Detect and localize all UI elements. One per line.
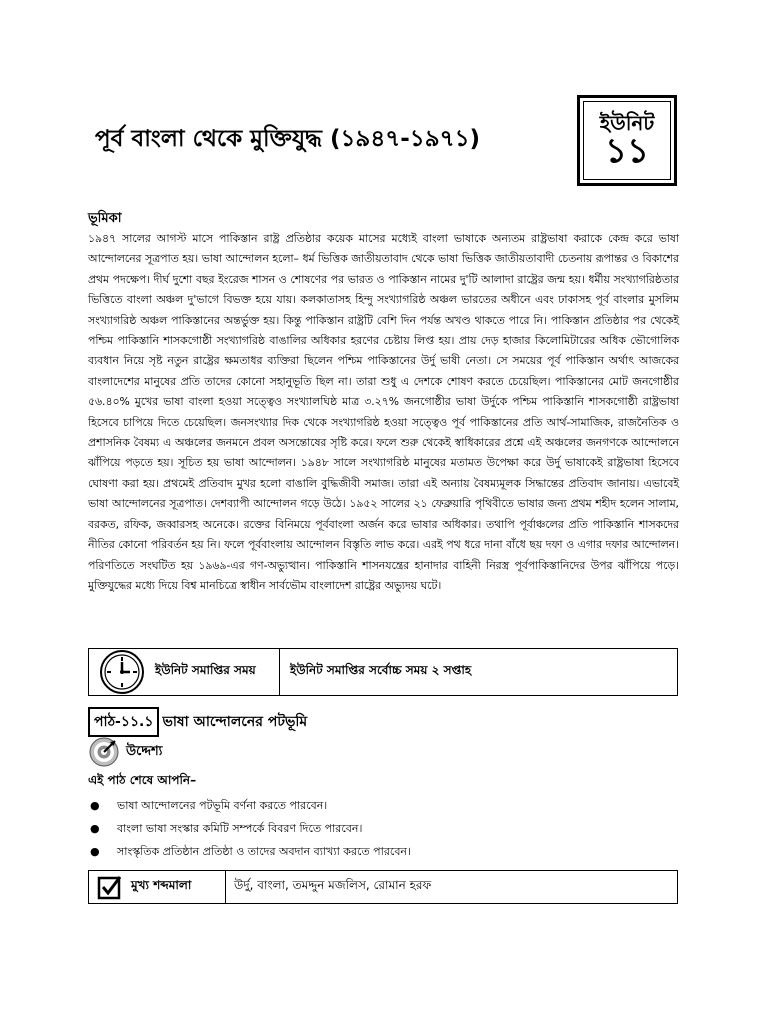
goals-list (88, 794, 668, 863)
objective-label: উদ্দেশ্য (126, 743, 163, 759)
keywords-label: মুখ্য শব্দমালা (131, 878, 192, 892)
keywords-value: উর্দু, বাংলা, তমদ্দুন মজলিস, রোমান হরফ (234, 878, 432, 892)
bullet-icon: ● (90, 799, 100, 812)
unit-badge-inner (583, 101, 671, 180)
duration-table (88, 648, 678, 696)
duration-value-cell (280, 649, 678, 696)
lesson-title: ভাষা আন্দোলনের পটভূমি (162, 714, 308, 730)
keywords-value-cell (226, 871, 678, 904)
unit-badge (577, 95, 677, 186)
goal-text: বাংলা ভাষা সংস্কার কমিটি সম্পর্কে বিবরণ দিতে পারবেন। (117, 822, 363, 835)
lesson-heading (88, 707, 307, 737)
page-title: পূর্ব বাংলা থেকে মুক্তিযুদ্ধ (১৯৪৭-১৯৭১) (95, 126, 481, 152)
duration-label: ইউনিট সমাপ্তির সময় (155, 663, 256, 677)
after-lesson-text: এই পাঠ শেষে আপনি– (88, 773, 197, 787)
target-icon (88, 736, 120, 768)
bullet-icon: ● (90, 822, 100, 835)
keywords-label-cell (89, 871, 226, 904)
list-item (88, 794, 668, 817)
duration-label-cell (89, 649, 280, 696)
intro-heading: ভূমিকা (88, 211, 122, 226)
checkbox-icon (97, 874, 123, 900)
bullet-icon: ● (90, 845, 100, 858)
unit-number: ১১ (604, 130, 650, 171)
lesson-tag: পাঠ-১১.১ (88, 707, 159, 737)
clock-icon (99, 649, 145, 695)
goal-text: ভাষা আন্দোলনের পটভূমি বর্ণনা করতে পারবেন। (117, 799, 328, 812)
objective-heading (88, 736, 162, 768)
unit-label: ইউনিট (599, 110, 655, 135)
intro-paragraph: ১৯৪৭ সালের আগস্ট মাসে পাকিস্তান রাষ্ট্র প্রতিষ্ঠার কয়েক মাসের মধ্যেই বাংলা ভাষাকে অন্যতম রাষ্ট্রভাষা করাকে কেন্দ্র করে ভাষা আন্দোলনের সূত্রপাত হয়। ভাষা আন্দোলন হলো– ধর্ম ভিত্তিক জাতীয়তাবাদ থেকে ভাষা ভিত্তিক জাতীয়তাবাদী চেতনায় রূপান্তর ও বিকাশের প্রথম পদক্ষেপ। দীর্ঘ দুশো বছর ইংরেজ শাসন ও শোষণের পর ভারত ও পাকিস্তান নামের দু'টি আলাদা রাষ্ট্রের জন্ম হয়। ধর্মীয় সংখ্যাগরিষ্ঠতার ভিত্তিতে বাংলা অঞ্চল দু'ভাগে বিভক্ত হয়ে যায়। কলকাতাসহ হিন্দু সংখ্যাগরিষ্ঠ অঞ্চল ভারতের অধীনে এবং ঢাকাসহ পূর্ব বাংলার মুসলিম সংখ্যাগরিষ্ঠ অঞ্চল পাকিস্তানের অন্তর্ভুক্ত হয়। কিন্তু পাকিস্তান রাষ্ট্রটি বেশি দিন পর্যন্ত অখণ্ড থাকতে পারে নি। পাকিস্তান প্রতিষ্ঠার পর থেকেই পশ্চিম পাকিস্তানি শাসকগোষ্ঠী সংখ্যাগরিষ্ঠ বাঙালির অধিকার হরণের চেষ্টায় লিপ্ত হয়। প্রায় দেড় হাজার কিলোমিটারের অধিক ভৌগোলিক ব্যবধান নিয়ে সৃষ্ট নতুন রাষ্ট্রের ক্ষমতাধর ব্যক্তিরা ছিলেন পশ্চিম পাকিস্তানের উর্দু ভাষী নেতা। সে সময়ের পূর্ব পাকিস্তান অর্থাৎ আজকের বাংলাদেশের মানুষের প্রতি তাদের কোনো সহানুভূতি ছিল না। তারা শুধু এ দেশকে শোষণ করতে চেয়েছিল। পাকিস্তানের মোট জনগোষ্ঠীর ৫৬.৪০% মুখের ভাষা বাংলা হওয়া সত্ত্বেও সংখ্যালঘিষ্ঠ মাত্র ৩.২৭% জনগোষ্ঠীর ভাষা উর্দুকে পশ্চিম পাকিস্তানি শাসকগোষ্ঠী রাষ্ট্রভাষা হিসেবে চাপিয়ে দিতে চেয়েছিল। জনসংখ্যার দিক থেকে সংখ্যাগরিষ্ঠ হওয়া সত্ত্বেও পূর্ব পাকিস্তানের প্রতি আর্থ-সামাজিক, রাজনৈতিক ও প্রশাসনিক বৈষম্য এ অঞ্চলের জনমনে প্রবল অসন্তোষের সৃষ্টি করে। ফলে শুরু থেকেই স্বাধিকারের প্রশ্নে এই অঞ্চলের জনগণকে আন্দোলনে ঝাঁপিয়ে পড়তে হয়। সূচিত হয় ভাষা আন্দোলন। ১৯৪৮ সালে সংখ্যাগরিষ্ঠ মানুষের মতামত উপেক্ষা করে উর্দু ভাষাকেই রাষ্ট্রভাষা হিসেবে ঘোষণা করা হয়। প্রথমেই প্রতিবাদ মুখর হলো বাঙালি বুদ্ধিজীবী সমাজ। তারা এই অন্যায় বৈষম্যমূলক সিদ্ধান্তের প্রতিবাদ জানায়। এভাবেই ভাষা আন্দোলনের সূত্রপাত। দেশব্যাপী আন্দোলন গড়ে উঠে। ১৯৫২ সালের ২১ ফেব্রুয়ারি পৃথিবীতে ভাষার জন্য প্রথম শহীদ হলেন সালাম, বরকত, রফিক, জব্বারসহ অনেকে। রক্তের বিনিময়ে পূর্ববাংলা অর্জন করে ভাষার অধিকার। তথাপি পূর্বাঞ্চলের প্রতি পাকিস্তানি শাসকদের নীতির কোনো পরিবর্তন হয় নি। ফলে পূর্ববাংলায় আন্দোলন বিস্তৃতি লাভ করে। এরই পথ ধরে দানা বাঁধে ছয় দফা ও এগার দফার আন্দোলন। পরিণতিতে সংঘটিত হয় ১৯৬৯-এর গণ-অভ্যুত্থান। পাকিস্তানি শাসনযন্ত্রের হানাদার বাহিনী নিরস্ত্র পূর্বপাকিস্তানিদের উপর ঝাঁপিয়ে পড়ে। মুক্তিযুদ্ধের মধ্যে দিয়ে বিশ্ব মানচিত্রে স্বাধীন সার্বভৌম বাংলাদেশ রাষ্ট্রের অভ্যুদয় ঘটে। (88, 232, 679, 592)
list-item (88, 817, 668, 840)
list-item (88, 840, 668, 863)
duration-value: ইউনিট সমাপ্তির সর্বোচ্চ সময় ২ সপ্তাহ (290, 663, 472, 677)
goal-text: সাংস্কৃতিক প্রতিষ্ঠান প্রতিষ্ঠা ও তাদের অবদান ব্যাখ্যা করতে পারবেন। (117, 845, 411, 858)
keywords-table (88, 870, 678, 904)
